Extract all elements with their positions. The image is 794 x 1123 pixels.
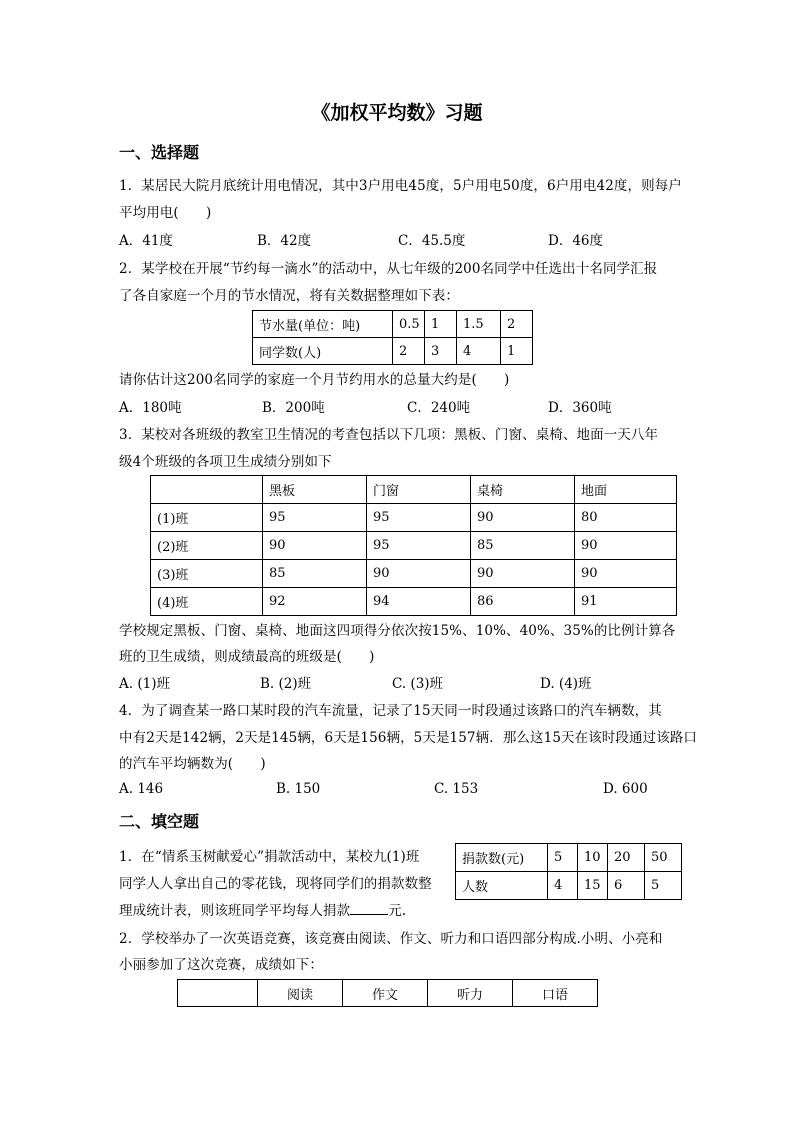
q3-cell: 90 bbox=[575, 560, 677, 588]
q2-cell: 同学数(人) bbox=[253, 338, 393, 365]
q4-option-c: C. 153 bbox=[434, 781, 479, 797]
q4-text-line-3: 的汽车平均辆数为( ) bbox=[119, 756, 266, 772]
f1-text-line-1: 1．在“情系玉树献爱心”捐款活动中，某校九(1)班 bbox=[119, 849, 420, 865]
q3-header-cell: 桌椅 bbox=[471, 476, 575, 504]
q3-text-line-3: 学校规定黑板、门窗、桌椅、地面这四项得分依次按15%、10%、40%、35%的比例计算各 bbox=[119, 623, 676, 639]
f1-text-before-blank: 理成统计表，则该班同学平均每人捐款 bbox=[119, 903, 351, 919]
q3-cell: 92 bbox=[263, 588, 367, 616]
q2-cell: 3 bbox=[425, 338, 457, 365]
f2-text-line-2: 小丽参加了这次竞赛，成绩如下： bbox=[119, 957, 323, 973]
q2-text-line-3: 请你估计这200名同学的家庭一个月节约用水的总量大约是( ) bbox=[119, 372, 510, 388]
q4-option-a: A. 146 bbox=[119, 781, 164, 797]
q1-text-line-2: 平均用电( ) bbox=[119, 205, 212, 221]
f1-cell: 5 bbox=[548, 844, 578, 872]
q2-option-b: B．200吨 bbox=[262, 400, 325, 416]
q3-option-c: C. (3)班 bbox=[392, 676, 444, 692]
f2-header-cell: 口语 bbox=[513, 980, 598, 1007]
section-heading-choice: 一、选择题 bbox=[119, 143, 200, 162]
section-heading-fill: 二、填空题 bbox=[119, 812, 200, 831]
q3-header-cell: 门窗 bbox=[367, 476, 471, 504]
q3-cell: 94 bbox=[367, 588, 471, 616]
f1-cell: 5 bbox=[645, 872, 682, 900]
q1-option-b: B．42度 bbox=[257, 233, 312, 249]
q2-text-line-2: 了各自家庭一个月的节水情况，将有关数据整理如下表： bbox=[119, 288, 459, 304]
q4-text-line-1: 4．为了调查某一路口某时段的汽车流量，记录了15天同一时段通过该路口的汽车辆数，其 bbox=[119, 703, 662, 719]
q2-option-c: C．240吨 bbox=[407, 400, 471, 416]
f1-donation-table bbox=[455, 843, 682, 900]
f1-text-line-2: 同学人人拿出自己的零花钱，现将同学们的捐款数整 bbox=[119, 876, 432, 892]
q3-option-a: A. (1)班 bbox=[119, 676, 170, 692]
f1-cell: 15 bbox=[578, 872, 608, 900]
answer-blank[interactable] bbox=[350, 902, 388, 915]
page-title: 《加权平均数》习题 bbox=[311, 102, 483, 124]
q3-cell: (2)班 bbox=[151, 532, 263, 560]
q3-cell: 90 bbox=[575, 532, 677, 560]
f2-header-cell bbox=[178, 980, 258, 1007]
q3-cell: (4)班 bbox=[151, 588, 263, 616]
q3-cell: 90 bbox=[367, 560, 471, 588]
q1-option-d: D．46度 bbox=[548, 233, 604, 249]
f2-header-cell: 听力 bbox=[428, 980, 513, 1007]
q2-cell: 4 bbox=[457, 338, 501, 365]
q3-text-line-2: 级4个班级的各项卫生成绩分别如下 bbox=[119, 454, 332, 470]
q4-option-b: B. 150 bbox=[276, 781, 321, 797]
q1-option-a: A．41度 bbox=[119, 233, 173, 249]
q2-text-line-1: 2．某学校在开展“节约每一滴水”的活动中，从七年级的200名同学中任选出十名同学汇报 bbox=[119, 261, 658, 277]
q2-cell: 1 bbox=[425, 311, 457, 338]
q2-cell: 1 bbox=[501, 338, 533, 365]
f1-cell: 10 bbox=[578, 844, 608, 872]
q3-cell: 85 bbox=[471, 532, 575, 560]
q3-header-cell: 地面 bbox=[575, 476, 677, 504]
q3-hygiene-table bbox=[150, 475, 677, 616]
q4-text-line-2: 中有2天是142辆，2天是145辆，6天是156辆，5天是157辆．那么这15天在该时段通过该路口 bbox=[119, 730, 698, 746]
q2-cell: 2 bbox=[501, 311, 533, 338]
q2-cell: 节水量(单位：吨) bbox=[253, 311, 393, 338]
q3-cell: 86 bbox=[471, 588, 575, 616]
f1-cell: 6 bbox=[608, 872, 645, 900]
q3-cell: 85 bbox=[263, 560, 367, 588]
q3-option-b: B. (2)班 bbox=[260, 676, 312, 692]
f2-header-cell: 作文 bbox=[343, 980, 428, 1007]
q3-cell: (3)班 bbox=[151, 560, 263, 588]
q3-header-cell bbox=[151, 476, 263, 504]
f1-cell: 50 bbox=[645, 844, 682, 872]
q2-option-a: A．180吨 bbox=[119, 400, 182, 416]
q2-water-table bbox=[252, 310, 533, 365]
q3-cell: 91 bbox=[575, 588, 677, 616]
q3-option-d: D. (4)班 bbox=[540, 676, 592, 692]
q3-cell: 80 bbox=[575, 504, 677, 532]
f1-cell: 20 bbox=[608, 844, 645, 872]
q3-text-line-1: 3．某校对各班级的教室卫生情况的考查包括以下几项：黑板、门窗、桌椅、地面一天八年 bbox=[119, 427, 659, 443]
f2-text-line-1: 2．学校举办了一次英语竞赛，该竞赛由阅读、作文、听力和口语四部分构成.小明、小亮和 bbox=[119, 931, 663, 947]
q3-cell: 90 bbox=[263, 532, 367, 560]
f2-score-table bbox=[177, 979, 598, 1007]
q3-cell: 95 bbox=[263, 504, 367, 532]
f1-text-line-3 bbox=[119, 899, 406, 919]
q1-text-line-1: 1．某居民大院月底统计用电情况，其中3户用电45度，5户用电50度，6户用电42度，则每户 bbox=[119, 178, 682, 194]
q3-cell: 90 bbox=[471, 504, 575, 532]
q3-cell: 90 bbox=[471, 560, 575, 588]
f2-header-cell: 阅读 bbox=[258, 980, 343, 1007]
q2-cell: 1.5 bbox=[457, 311, 501, 338]
q3-cell: 95 bbox=[367, 504, 471, 532]
f1-text-after-blank: 元. bbox=[388, 903, 407, 919]
q2-cell: 0.5 bbox=[393, 311, 425, 338]
q3-cell: (1)班 bbox=[151, 504, 263, 532]
f1-cell: 捐款数(元) bbox=[456, 844, 548, 872]
q3-header-cell: 黑板 bbox=[263, 476, 367, 504]
q2-option-d: D．360吨 bbox=[548, 400, 612, 416]
f1-cell: 4 bbox=[548, 872, 578, 900]
q1-option-c: C．45.5度 bbox=[398, 233, 466, 249]
q2-cell: 2 bbox=[393, 338, 425, 365]
f1-cell: 人数 bbox=[456, 872, 548, 900]
q3-text-line-4: 班的卫生成绩，则成绩最高的班级是( ) bbox=[119, 649, 375, 665]
q4-option-d: D. 600 bbox=[603, 781, 648, 797]
q3-cell: 95 bbox=[367, 532, 471, 560]
